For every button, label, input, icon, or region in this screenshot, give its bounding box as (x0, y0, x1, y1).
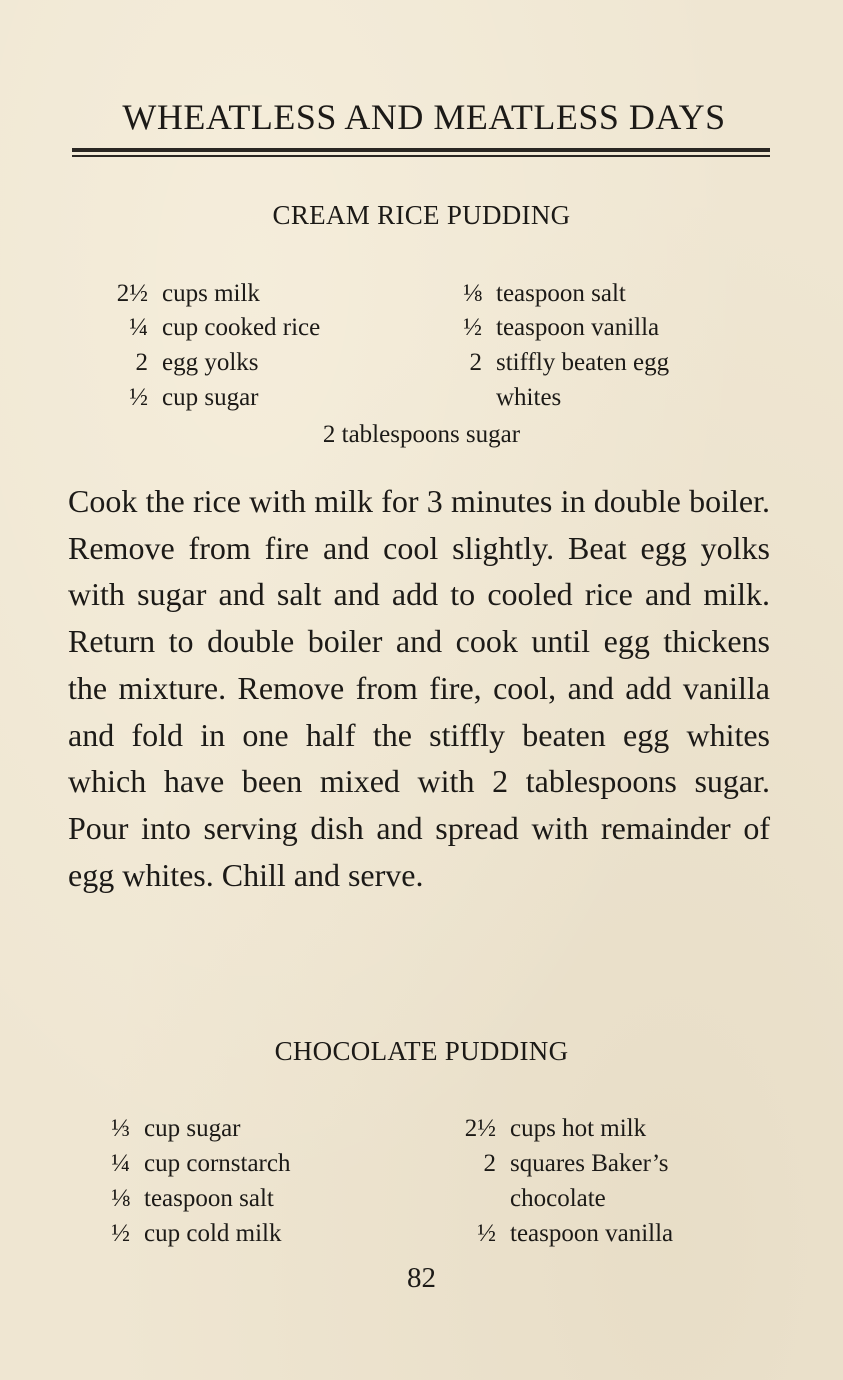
ingredient (438, 1151, 669, 1176)
ingredient-qty: ⅓ (111, 1115, 130, 1142)
ingredient (438, 1116, 646, 1141)
ingredient (424, 281, 626, 306)
ingredient (424, 315, 659, 340)
ingredient-item: cup cornstarch (144, 1150, 291, 1177)
ingredient-qty: 2½ (464, 1115, 496, 1142)
ingredient-qty: ½ (477, 1220, 496, 1247)
ingredient-item: stiffly beaten egg (496, 349, 670, 376)
ingredient (96, 1116, 241, 1141)
ingredient-item: teaspoon vanilla (510, 1220, 674, 1247)
page-number: 82 (407, 1262, 436, 1294)
ingredient-item: cups hot milk (510, 1115, 647, 1142)
ingredient-qty: ½ (129, 384, 148, 411)
ingredient-item: teaspoon salt (144, 1185, 274, 1212)
ingredient-qty: 2 (135, 349, 148, 376)
ingredient-item: squares Baker’s (510, 1150, 669, 1177)
ingredient (438, 1186, 606, 1211)
ingredient (90, 385, 259, 410)
ingredient (96, 1186, 274, 1211)
ingredient-item: cup sugar (144, 1115, 241, 1142)
ingredient-qty: ⅛ (111, 1185, 130, 1212)
recipe-title-chocolate-pudding: CHOCOLATE PUDDING (274, 1036, 569, 1066)
ingredient-qty: ½ (111, 1220, 130, 1247)
ingredient (90, 281, 260, 306)
ingredient-item: cup sugar (162, 384, 259, 411)
ingredient-qty: 2 (469, 349, 482, 376)
recipe-title-cream-rice-pudding: CREAM RICE PUDDING (272, 200, 571, 230)
ingredient (96, 1221, 281, 1246)
ingredient-item: teaspoon vanilla (496, 314, 660, 341)
ingredient-qty: ¼ (129, 314, 148, 341)
ingredient-item: whites (496, 384, 562, 411)
ingredient-qty: 2 (483, 1150, 496, 1177)
recipe-method-cream-rice-pudding: Cook the rice with milk for 3 minutes in double boiler. Remove from fire and cool slightly. Beat egg yolks with sugar and salt and add to cooled rice and milk. Return to double boiler and cook until egg thickens the mixture. Remove from fire, cool, and add vanilla and fold in one half the stiffly beaten egg whites which have been mixed with 2 tablespoons sugar. Pour into serving dish and spread with remainder of egg whites. Chill and serve. (68, 483, 770, 893)
ingredient (90, 350, 259, 375)
ingredient (90, 315, 320, 340)
ingredient-item: cup cold milk (144, 1220, 282, 1247)
header-rule-thin (72, 155, 770, 157)
header-rule-thick (72, 148, 770, 152)
ingredient (438, 1221, 673, 1246)
ingredient-centered: 2 tablespoons sugar (322, 421, 521, 448)
ingredient-qty: ½ (463, 314, 482, 341)
ingredient-item: cups milk (162, 280, 260, 307)
ingredient-item: teaspoon salt (496, 280, 626, 307)
ingredient-qty: 2½ (116, 280, 148, 307)
ingredient-item: chocolate (510, 1185, 606, 1212)
ingredient-qty: ¼ (111, 1150, 130, 1177)
ingredient-item: egg yolks (162, 349, 259, 376)
ingredient (424, 385, 561, 410)
ingredient-qty: ⅛ (463, 280, 482, 307)
ingredient (96, 1151, 290, 1176)
ingredient (424, 350, 669, 375)
ingredient-item: cup cooked rice (162, 314, 321, 341)
running-head: WHEATLESS AND MEATLESS DAYS (122, 97, 726, 137)
